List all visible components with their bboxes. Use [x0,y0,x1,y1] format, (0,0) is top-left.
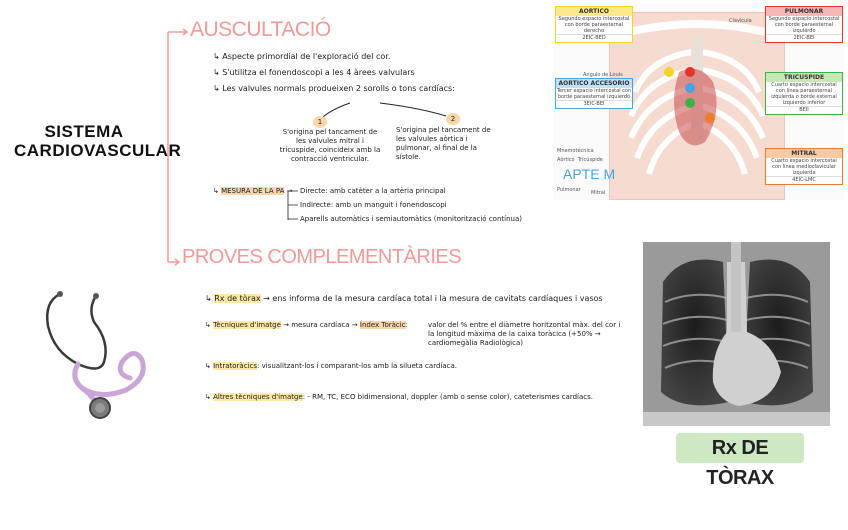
area-box-aortico: AORTICO Segundo espacio intercostal con borde paraesternal derecho 2EIC-BED [555,6,633,43]
tone-2-text: S'origina pel tancament de les valvules aòrtica i pulmonar, al final de la sístole. [396,126,491,161]
proves-item-tecniques-detail: valor del % entre el diàmetre horitzontal màx. del cor i la longitud màxima de la caixa toràcica (+50% → cardiomegàlia Radiològica) [428,321,621,347]
pa-item-2: Indirecte: amb un manguit i fonendoscopi [300,201,447,209]
area-box-pulmonar: PULMONAR Segundo espacio intercostal con borde paraesternal izquierdo 2EIC-BEI [765,6,843,43]
valve-dot [685,83,695,93]
auscultacio-line-1: ↳ Aspecte primordial de l'exploració del cor. [213,52,391,61]
tone-1-badge: 1 [313,116,327,128]
label-mitral: Mitral [591,190,606,196]
proves-item-tecniques: ↳ Tècniques d'imatge → mesura cardíaca → Índex Toràcic: [205,321,408,329]
valve-dot [705,113,715,123]
label-mnemo-words: Aórtico Tricúspide [557,157,603,163]
label-angulo: Angulo de Louis [583,72,623,78]
tone-1-text: S'origina pel tancament de les valvules mitral i tricuspide, coincideix amb la contracció ventricular. [279,128,381,163]
pa-item-3: Aparells automàtics i semiautomàtics (monitorització contínua) [300,215,522,223]
stethoscope-icon [30,282,170,422]
auscultacio-heading: AUSCULTACIÓ [190,18,331,41]
rx-caption: Rx DE TÒRAX [676,433,804,463]
area-box-mitral: MITRAL Cuarto espacio intercostal con línea medioclavicular izquierda 4EIC-LMC [765,148,843,185]
auscultacio-line-2: ↳ S'utilitza el fonendoscopi a les 4 àrees valvulars [213,68,415,77]
valve-dot [685,67,695,77]
label-clavicula: Clavícula [729,18,752,24]
proves-item-altres: ↳ Altres tècniques d'imatge: - RM, TC, ECO bidimensional, doppler (amb o sense color), cateterismes cardíacs. [205,393,593,401]
auscultacio-line-3: ↳ Les valvules normals produeixen 2 sorolls o tons cardíacs: [213,84,455,93]
chest-xray-image [643,242,830,426]
valve-dot [685,98,695,108]
proves-item-rx: ↳ Rx de tòrax → ens informa de la mesura cardíaca total i la mesura de cavitats cardíaques i vasos [205,294,603,303]
area-box-aortico-accesorio: AORTICO ACCESORIO Tercer espacio intercostal con borde paraesternal izquierdo 3EIC-BEI [556,80,632,107]
area-box-tricuspide: TRICUSPIDE Cuarto espacio intercostal con línea paraesternal izquierda o borde esternal izquierdo inferior BEII [765,72,843,115]
valve-dot [664,67,674,77]
tone-2-badge: 2 [446,113,460,125]
proves-heading: PROVES COMPLEMENTÀRIES [182,246,462,268]
pa-label: ↳ MESURA DE LA PA → [213,187,293,195]
auscultation-areas-diagram [553,4,844,200]
label-pulmonar: Pulmonar [557,187,581,193]
label-apte: APTE M [563,166,616,182]
pa-item-1: Directe: amb catèter a la artèria principal [300,187,446,195]
label-mnemo: Mnemotécnica [557,148,594,154]
proves-item-intratoracics: ↳ Intratoràcics: visualitzant-los i comparant-los amb la silueta cardíaca. [205,362,457,370]
page-title: SISTEMA CARDIOVASCULAR [14,122,182,160]
